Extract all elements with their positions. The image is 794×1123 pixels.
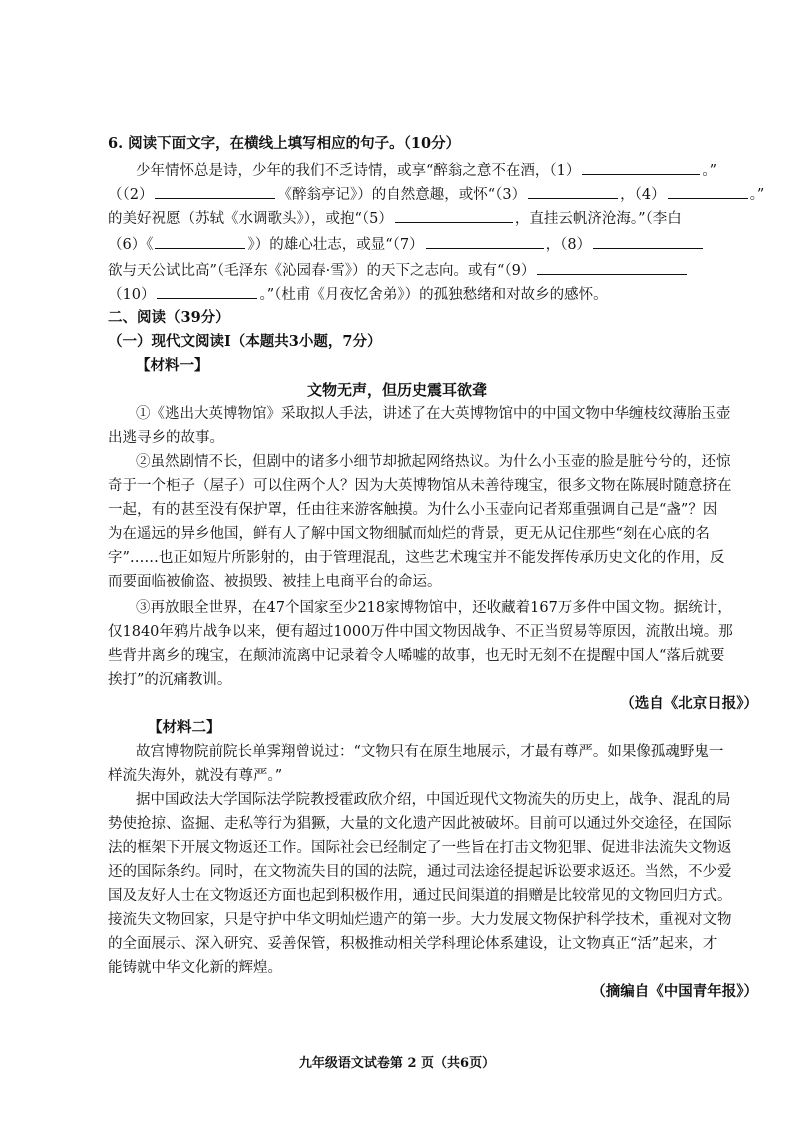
- blank-8[interactable]: [593, 232, 703, 249]
- material-2-source: （摘编自《中国青年报》）: [591, 983, 758, 1000]
- m2-line-5: 还的国际条约。同时，在文物流失目的国的法院，通过司法途径提起诉讼要求返还。当然，不少爱: [108, 864, 732, 880]
- blank-2[interactable]: [155, 182, 275, 199]
- m1-line-9: 仅1840年鸦片战争以来，便有超过1000万件中国文物因战争、不正当贸易等原因，流散出境。那: [108, 624, 733, 640]
- m1-line-4: 一起，有的甚至没有保护罩，任由往来游客触摸。为什么小玉壶向记者郑重强调自己是“盏”？因: [108, 502, 718, 518]
- m2-line-8: 的全面展示、深入研究、妥善保管，积极推动相关学科理论体系建设，让文物真正“活”起来，才: [108, 936, 718, 952]
- blank-6[interactable]: [155, 232, 245, 249]
- question-6-line-2: （（2） 《醉翁亭记》）的自然意趣，或怀“（3） ，（4） 。”: [108, 182, 758, 207]
- m2-line-1: 样流失海外，就没有尊严。”: [108, 768, 283, 784]
- m1-line-0: ①《逃出大英博物馆》采取拟人手法，讲述了在大英博物馆中的中国文物中华缠枝纹薄胎玉壶: [136, 406, 731, 422]
- question-6-line-6: （10） 。”（杜甫《月夜忆舍弟》）的孤独愁绪和对故乡的感怀。: [108, 282, 758, 307]
- m1-line-7: 而要面临被偷盗、被损毁、被挂上电商平台的命运。: [108, 574, 442, 590]
- question-6-line-1: 少年情怀总是诗，少年的我们不乏诗情，或享“醉翁之意不在酒，（1） 。”: [108, 158, 758, 183]
- material-1-title: 文物无声，但历史震耳欲聋: [306, 381, 487, 399]
- m1-line-3: 奇于一个柜子（屋子）可以住两个人？因为大英博物馆从未善待瑰宝，很多文物在陈展时随意挤在: [108, 478, 732, 494]
- question-6-line-3: 的美好祝愿（苏轼《水调歌头》），或抱“（5） ，直挂云帆济沧海。”（李白: [108, 206, 758, 231]
- m1-line-8: ③再放眼全世界，在47个国家至少218家博物馆中，还收藏着167万多件中国文物。据统计，: [136, 600, 732, 616]
- m2-line-0: 故宫博物院前院长单霁翔曾说过：“文物只有在原生地展示，才最有尊严。如果像孤魂野鬼一: [136, 744, 724, 760]
- m2-line-6: 国及友好人士在文物返还方面也起到积极作用，通过民间渠道的捐赠是比较常见的文物回归方式。: [108, 888, 732, 904]
- m1-line-5: 为在遥远的异乡他国，鲜有人了解中国文物细腻而灿烂的背景，更无从记住那些“刻在心底的名: [108, 526, 710, 542]
- m1-line-2: ②虽然剧情不长，但剧中的诸多小细节却掀起网络热议。为什么小玉壶的脸是脏兮兮的，还惊: [136, 454, 731, 470]
- m2-line-4: 法的框架下开展文物返还工作。国际社会已经制定了一些旨在打击文物犯罪、促进非法流失文物返: [108, 840, 732, 856]
- material-2-label: 【材料二】: [148, 719, 221, 736]
- m2-line-3: 势使抢掠、盗掘、走私等行为猖獗，大量的文化遗产因此被破坏。目前可以通过外交途径，在国际: [108, 816, 732, 832]
- m2-line-9: 能铸就中华文化新的辉煌。: [108, 960, 282, 976]
- blank-4[interactable]: [668, 182, 748, 199]
- material-1-label: 【材料一】: [136, 357, 209, 374]
- section-2-sub-1: （一）现代文阅读Ⅰ（本题共3小题，7分）: [108, 333, 382, 350]
- question-6-line-5: 欲与天公试比高”（毛泽东《沁园春·雪》）的天下之志向。或有“（9）: [108, 258, 758, 283]
- m2-line-2: 据中国政法大学国际法学院教授霍政欣介绍，中国近现代文物流失的历史上，战争、混乱的局: [136, 792, 731, 808]
- blank-10[interactable]: [157, 282, 257, 299]
- m1-line-1: 出逃寻乡的故事。: [108, 430, 224, 446]
- page-footer: 九年级语文试卷第 2 页（共6页）: [298, 1056, 496, 1071]
- blank-5[interactable]: [395, 206, 513, 223]
- m1-line-11: 挨打”的沉痛教训。: [108, 672, 232, 688]
- material-1-source: （选自《北京日报》）: [620, 695, 758, 712]
- m1-line-10: 些背井离乡的瑰宝，在颠沛流离中记录着令人唏嘘的故事，也无时无刻不在提醒中国人“落后就要: [108, 648, 725, 664]
- blank-9[interactable]: [537, 258, 687, 275]
- question-6-heading: 6. 阅读下面文字，在横线上填写相应的句子。（10分）: [108, 135, 461, 152]
- blank-7[interactable]: [426, 232, 544, 249]
- m1-line-6: 字”……也正如短片所影射的，由于管理混乱，这些艺术瑰宝并不能发挥传承历史文化的作用，反: [108, 550, 725, 566]
- blank-1[interactable]: [582, 158, 700, 175]
- question-6-line-4: （6）《 》）的雄心壮志，或显“（7） ，（8）: [108, 232, 758, 257]
- m2-line-7: 接流失文物回家，只是守护中华文明灿烂遗产的第一步。大力发展文物保护科学技术，重视对文物: [108, 912, 732, 928]
- blank-3[interactable]: [528, 182, 618, 199]
- section-2-heading: 二、阅读（39分）: [108, 309, 230, 326]
